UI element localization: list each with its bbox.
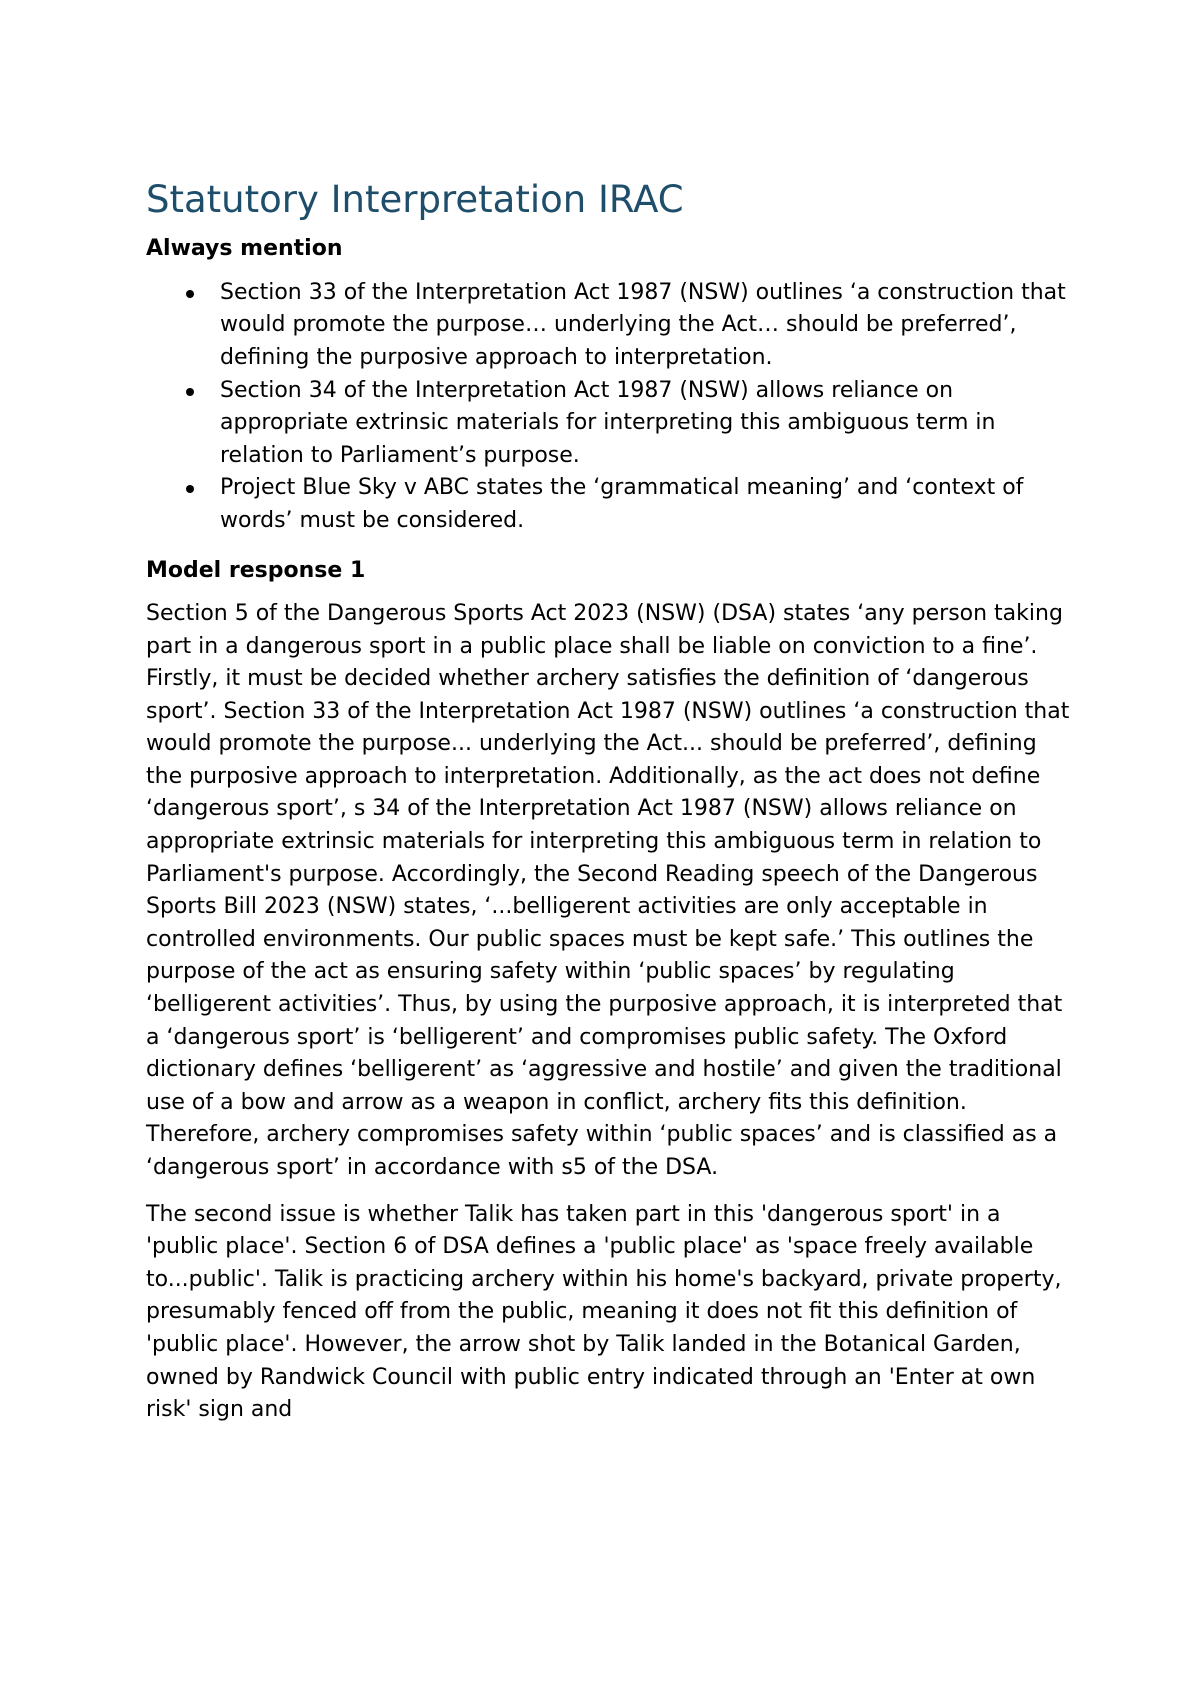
list-item: [146, 472, 1076, 537]
list-item-text: Section 34 of the Interpretation Act 1987 (NSW) allows reliance on appropriate extrinsic materials for interpreting this ambiguous term in relation to Parliament’s purpose.: [220, 377, 996, 468]
bullet-icon: [186, 290, 194, 298]
bullet-icon: [186, 388, 194, 396]
always-mention-heading: Always mention: [146, 236, 343, 262]
list-item-text: Section 33 of the Interpretation Act 1987 (NSW) outlines ‘a construction that would promote the purpose… underlying the Act… should be preferred’, defining the purposive approach to interpretation.: [220, 279, 1066, 370]
body-paragraph: The second issue is whether Talik has taken part in this 'dangerous sport' in a 'public place'. Section 6 of DSA defines a 'public place' as 'space freely available to...public'. Talik is practicing archery within his home's backyard, private property, presumably fenced off from the public, meaning it does not fit this definition of 'public place'. However, the arrow shot by Talik landed in the Botanical Garden, owned by Randwick Council with public entry indicated through an 'Enter at own risk' sign and: [146, 1201, 1062, 1423]
model-response-heading: Model response 1: [146, 557, 366, 583]
list-item-text: Project Blue Sky v ABC states the ‘grammatical meaning’ and ‘context of words’ must be considered.: [220, 475, 1024, 533]
always-mention-list: [146, 277, 1076, 538]
list-item: [146, 375, 1076, 473]
body-paragraph: Section 5 of the Dangerous Sports Act 2023 (NSW) (DSA) states ‘any person taking part in a dangerous sport in a public place shall be liable on conviction to a fine’. Firstly, it must be decided whether archery satisfies the definition of ‘dangerous sport’. Section 33 of the Interpretation Act 1987 (NSW) outlines ‘a construction that would promote the purpose... underlying the Act... should be preferred’, defining the purposive approach to interpretation. Additionally, as the act does not define ‘dangerous sport’, s 34 of the Interpretation Act 1987 (NSW) allows reliance on appropriate extrinsic materials for interpreting this ambiguous term in relation to Parliament's purpose. Accordingly, the Second Reading speech of the Dangerous Sports Bill 2023 (NSW) states, ‘...belligerent activities are only acceptable in controlled environments. Our public spaces must be kept safe.’ This outlines the purpose of the act as ensuring safety within ‘public spaces’ by regulating ‘belligerent activities’. Thus, by using the purposive approach, it is interpreted that a ‘dangerous sport’ is ‘belligerent’ and compromises public safety. The Oxford dictionary defines ‘belligerent’ as ‘aggressive and hostile’ and given the traditional use of a bow and arrow as a weapon in conflict, archery fits this definition. Therefore, archery compromises safety within ‘public spaces’ and is classified as a ‘dangerous sport’ in accordance with s5 of the DSA.: [146, 600, 1070, 1181]
document-page: [146, 178, 1076, 1441]
list-item: [146, 277, 1076, 375]
document-title: Statutory Interpretation IRAC: [146, 178, 684, 221]
bullet-icon: [186, 485, 194, 493]
